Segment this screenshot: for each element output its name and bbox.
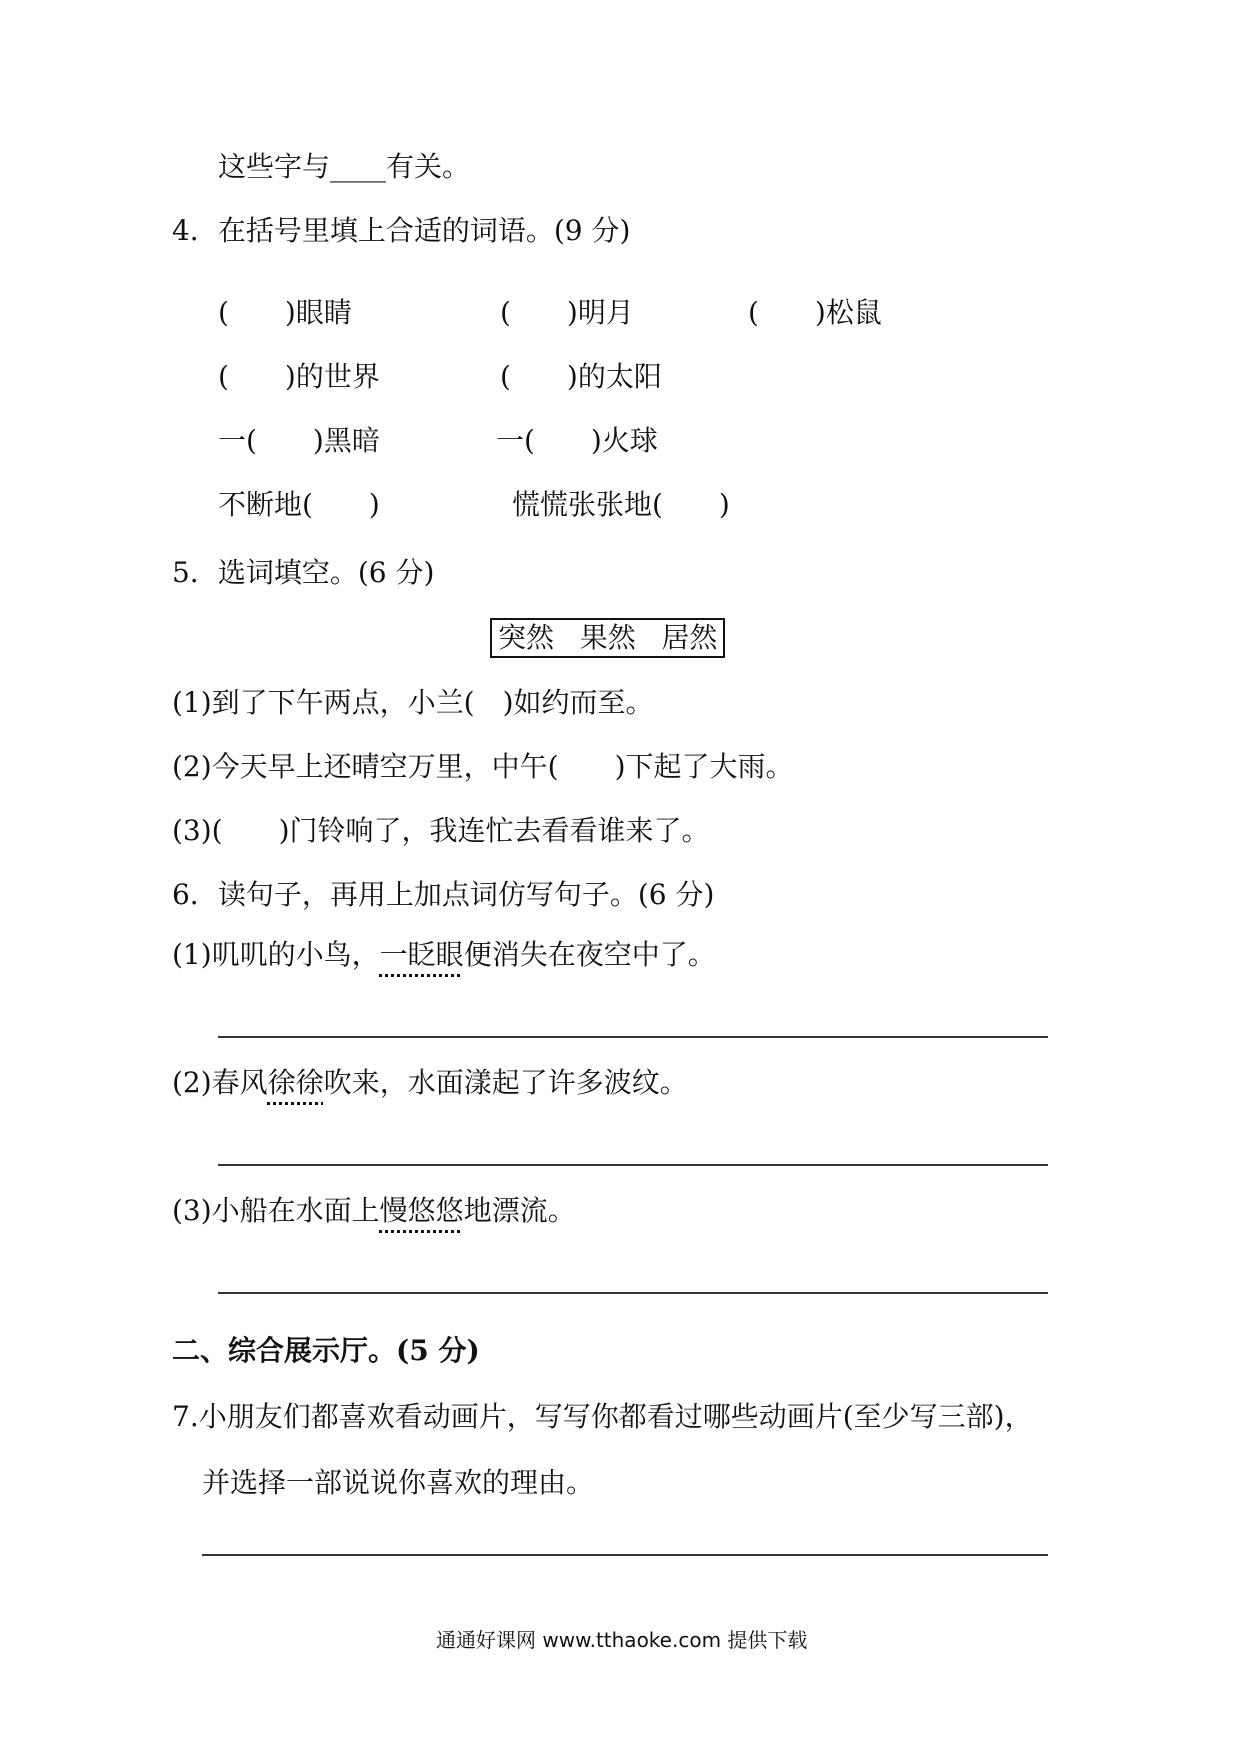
fill-item: ( )明月 [500,296,634,329]
answer-line[interactable] [218,1292,1048,1294]
fill-item: 慌慌张张地( ) [512,488,730,521]
question-7-line-1: 7.小朋友们都喜欢看动画片，写写你都看过哪些动画片(至少写三部)， [172,1400,1033,1433]
fill-item: 一( )火球 [496,424,658,457]
sentence-text: (3)小船在水面上 [172,1194,380,1227]
fill-item: ( )的世界 [218,360,380,393]
text-line: 这些字与____有关。 [218,150,471,183]
answer-line[interactable] [218,1164,1048,1166]
question-6-sentence-2 [172,1066,688,1100]
dotted-word: 徐徐 [267,1066,324,1099]
fill-item: ( )松鼠 [748,296,882,329]
question-4-title: 4．在括号里填上合适的词语。(9 分) [172,214,631,247]
fill-item: 不断地( ) [218,488,380,521]
question-6-sentence-1 [172,938,716,972]
answer-line[interactable] [218,1036,1048,1038]
question-5-item-2: (2)今天早上还晴空万里，中午( )下起了大雨。 [172,750,794,783]
sentence-text: 吹来，水面漾起了许多波纹。 [323,1066,688,1099]
fill-item: ( )的太阳 [500,360,662,393]
answer-line[interactable] [202,1554,1048,1556]
question-7-line-2: 并选择一部说说你喜欢的理由。 [202,1466,595,1499]
question-6-sentence-3 [172,1194,576,1228]
section-2-heading: 二、综合展示厅。(5 分) [172,1334,480,1367]
sentence-text: 便消失在夜空中了。 [463,938,716,971]
footer-text: 通通好课网 www.tthaoke.com 提供下载 [436,1628,808,1652]
sentence-text: (1)叽叽的小鸟， [172,938,380,971]
sentence-text: (2)春风 [172,1066,268,1099]
question-5-item-1: (1)到了下午两点，小兰( )如约而至。 [172,686,654,719]
sentence-text: 地漂流。 [463,1194,576,1227]
question-6-title: 6．读句子，再用上加点词仿写句子。(6 分) [172,878,715,911]
dotted-word: 一眨眼 [379,938,464,971]
word-box: 突然 果然 居然 [490,618,725,658]
fill-item: 一( )黑暗 [218,424,380,457]
fill-item: ( )眼睛 [218,296,352,329]
question-5-item-3: (3)( )门铃响了，我连忙去看看谁来了。 [172,814,710,847]
question-5-title: 5．选词填空。(6 分) [172,556,435,589]
dotted-word: 慢悠悠 [379,1194,464,1227]
